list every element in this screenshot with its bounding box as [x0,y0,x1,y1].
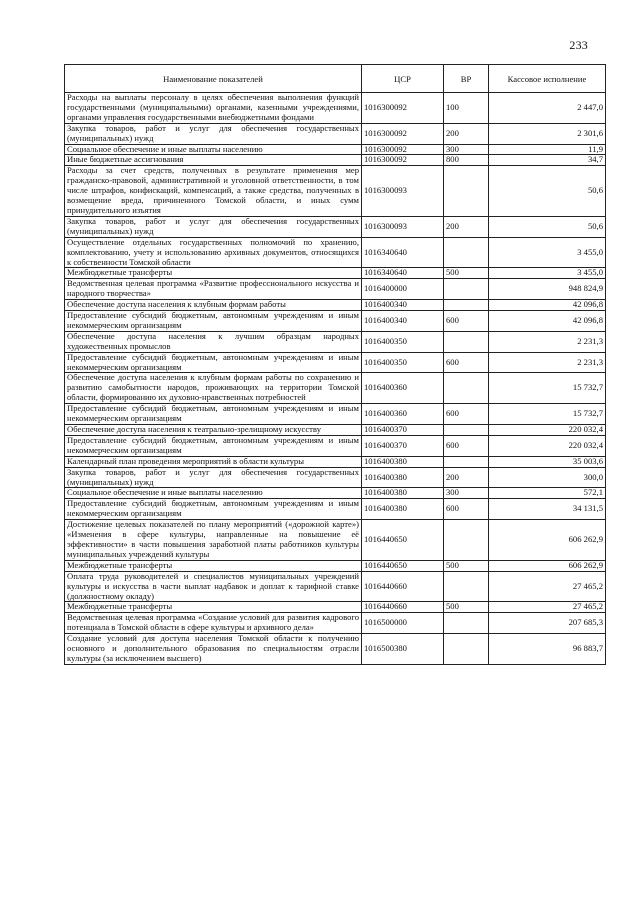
header-cash-execution: Кассовое исполнение [489,65,606,93]
row-name: Межбюджетные трансферты [65,560,362,571]
table-row [65,373,606,404]
row-name: Расходы на выплаты персоналу в целях обеспечения выполнения функций государственными (муниципальными) органами, казенными учреждениями, органами управления государственными внебюджетными фондами [65,93,362,124]
row-vr [444,237,489,268]
table-row [65,237,606,268]
table-row [65,560,606,571]
row-csr: 1016400370 [362,435,444,456]
row-sum: 207 685,3 [489,613,606,634]
table-row [65,499,606,520]
row-csr: 1016500000 [362,613,444,634]
row-csr: 1016300093 [362,216,444,237]
row-name: Закупка товаров, работ и услуг для обеспечения государственных (муниципальных) нужд [65,123,362,144]
row-csr: 1016400360 [362,373,444,404]
table-row [65,602,606,613]
row-sum: 606 262,9 [489,560,606,571]
row-name: Закупка товаров, работ и услуг для обеспечения государственных (муниципальных) нужд [65,467,362,488]
row-vr [444,613,489,634]
row-vr [444,634,489,665]
row-vr: 200 [444,123,489,144]
row-name: Социальное обеспечение и иные выплаты населению [65,144,362,155]
row-csr: 1016400360 [362,404,444,425]
row-csr: 1016440660 [362,571,444,602]
row-csr: 1016300092 [362,123,444,144]
row-csr: 1016400380 [362,467,444,488]
row-sum: 96 883,7 [489,634,606,665]
row-sum: 2 231,3 [489,352,606,373]
row-name: Предоставление субсидий бюджетным, автономным учреждениям и иным некоммерческим организациям [65,499,362,520]
row-name: Межбюджетные трансферты [65,602,362,613]
row-name: Обеспечение доступа населения к клубным формам работы [65,300,362,311]
row-sum: 2 231,3 [489,331,606,352]
row-sum: 11,9 [489,144,606,155]
row-name: Осуществление отдельных государственных полномочий по хранению, комплектованию, учету и использованию архивных документов, относящихся к собственности Томской области [65,237,362,268]
budget-execution-table [64,64,606,665]
row-csr: 1016400350 [362,352,444,373]
row-csr: 1016300092 [362,93,444,124]
row-csr: 1016440650 [362,520,444,561]
table-row [65,467,606,488]
table-body [65,93,606,665]
row-csr: 1016400340 [362,311,444,332]
row-name: Социальное обеспечение и иные выплаты населению [65,488,362,499]
row-vr: 100 [444,93,489,124]
row-csr: 1016340640 [362,268,444,279]
table-row [65,300,606,311]
row-sum: 50,6 [489,216,606,237]
row-vr: 200 [444,467,489,488]
table-row [65,155,606,166]
header-name: Наименование показателей [65,65,362,93]
table-row [65,216,606,237]
row-csr: 1016300092 [362,155,444,166]
row-sum: 2 301,6 [489,123,606,144]
row-csr: 1016440650 [362,560,444,571]
row-vr [444,373,489,404]
row-name: Предоставление субсидий бюджетным, автономным учреждениям и иным некоммерческим организациям [65,435,362,456]
table-header-row [65,65,606,93]
row-sum: 15 732,7 [489,404,606,425]
row-sum: 27 465,2 [489,602,606,613]
row-name: Предоставление субсидий бюджетным, автономным учреждениям и иным некоммерческим организациям [65,352,362,373]
table-row [65,488,606,499]
row-name: Иные бюджетные ассигнования [65,155,362,166]
table-row [65,311,606,332]
row-name: Календарный план проведения мероприятий в области культуры [65,456,362,467]
page-number: 233 [569,38,588,52]
header-csr: ЦСР [362,65,444,93]
row-vr: 600 [444,499,489,520]
table-row [65,435,606,456]
row-name: Расходы за счет средств, полученных в результате применения мер гражданско-правовой, административной и уголовной ответственности, в том числе штрафов, конфискаций, компенсаций, а также средства, полученных в возмещение вреда, причиненного Томской области, и иных сумм принудительного изъятия [65,166,362,217]
row-vr: 500 [444,560,489,571]
table-row [65,613,606,634]
row-sum: 3 455,0 [489,268,606,279]
table-row [65,425,606,436]
row-csr: 1016300093 [362,166,444,217]
row-name: Предоставление субсидий бюджетным, автономным учреждениям и иным некоммерческим организациям [65,311,362,332]
row-name: Обеспечение доступа населения к лучшим образцам народных художественных промыслов [65,331,362,352]
table-row [65,520,606,561]
table-row [65,93,606,124]
header-vr: ВР [444,65,489,93]
row-vr: 800 [444,155,489,166]
table-row [65,268,606,279]
row-csr: 1016400380 [362,488,444,499]
table-row [65,571,606,602]
table-row [65,456,606,467]
row-vr [444,300,489,311]
row-name: Межбюджетные трансферты [65,268,362,279]
row-vr: 600 [444,352,489,373]
row-sum: 2 447,0 [489,93,606,124]
row-vr: 200 [444,216,489,237]
row-csr: 1016400380 [362,456,444,467]
row-name: Обеспечение доступа населения к театрально-зрелищному искусству [65,425,362,436]
row-csr: 1016400370 [362,425,444,436]
row-name: Создание условий для доступа населения Томской области к получению основного и дополнительного образования по специальностям отрасли культуры (за исключением высшего) [65,634,362,665]
row-csr: 1016440660 [362,602,444,613]
row-sum: 34,7 [489,155,606,166]
table-row [65,352,606,373]
row-sum: 948 824,9 [489,279,606,300]
table-row [65,279,606,300]
row-name: Оплата труда руководителей и специалистов муниципальных учреждений культуры и искусства в части выплат надбавок и доплат к тарифной ставке (должностному окладу) [65,571,362,602]
row-name: Предоставление субсидий бюджетным, автономным учреждениям и иным некоммерческим организациям [65,404,362,425]
row-vr: 300 [444,144,489,155]
row-csr: 1016500380 [362,634,444,665]
table-row [65,166,606,217]
row-name: Ведомственная целевая программа «Развитие профессионального искусства и народного творчества» [65,279,362,300]
row-vr: 300 [444,488,489,499]
row-sum: 50,6 [489,166,606,217]
row-vr [444,331,489,352]
table-row [65,144,606,155]
row-sum: 300,0 [489,467,606,488]
row-vr [444,425,489,436]
row-csr: 1016400380 [362,499,444,520]
row-name: Закупка товаров, работ и услуг для обеспечения государственных (муниципальных) нужд [65,216,362,237]
row-name: Достижение целевых показателей по плану мероприятий («дорожной карте») «Изменения в сфере культуры, направленные на повышение её эффективности» в части повышения заработной платы работников культуры муниципальных учреждений культуры [65,520,362,561]
row-csr: 1016340640 [362,237,444,268]
row-name: Ведомственная целевая программа «Создание условий для развития кадрового потенциала в Томской области в сфере культуры и архивного дела» [65,613,362,634]
row-csr: 1016400000 [362,279,444,300]
row-vr [444,456,489,467]
table-row [65,404,606,425]
row-vr: 600 [444,435,489,456]
row-sum: 220 032,4 [489,425,606,436]
row-sum: 572,1 [489,488,606,499]
row-sum: 606 262,9 [489,520,606,561]
row-vr [444,166,489,217]
row-csr: 1016400340 [362,300,444,311]
row-sum: 220 032,4 [489,435,606,456]
row-vr: 500 [444,602,489,613]
table-row [65,123,606,144]
row-sum: 15 732,7 [489,373,606,404]
row-csr: 1016400350 [362,331,444,352]
row-sum: 42 096,8 [489,300,606,311]
row-name: Обеспечение доступа населения к клубным формам работы по сохранению и развитию самобытности народов, проживающих на территории Томской области, формированию их духовно-нравственных потребностей [65,373,362,404]
row-sum: 42 096,8 [489,311,606,332]
row-vr [444,571,489,602]
table-row [65,331,606,352]
row-sum: 27 465,2 [489,571,606,602]
row-vr: 500 [444,268,489,279]
row-vr: 600 [444,311,489,332]
row-sum: 3 455,0 [489,237,606,268]
row-vr [444,520,489,561]
row-vr [444,279,489,300]
row-csr: 1016300092 [362,144,444,155]
table-row [65,634,606,665]
row-sum: 34 131,5 [489,499,606,520]
row-vr: 600 [444,404,489,425]
row-sum: 35 003,6 [489,456,606,467]
